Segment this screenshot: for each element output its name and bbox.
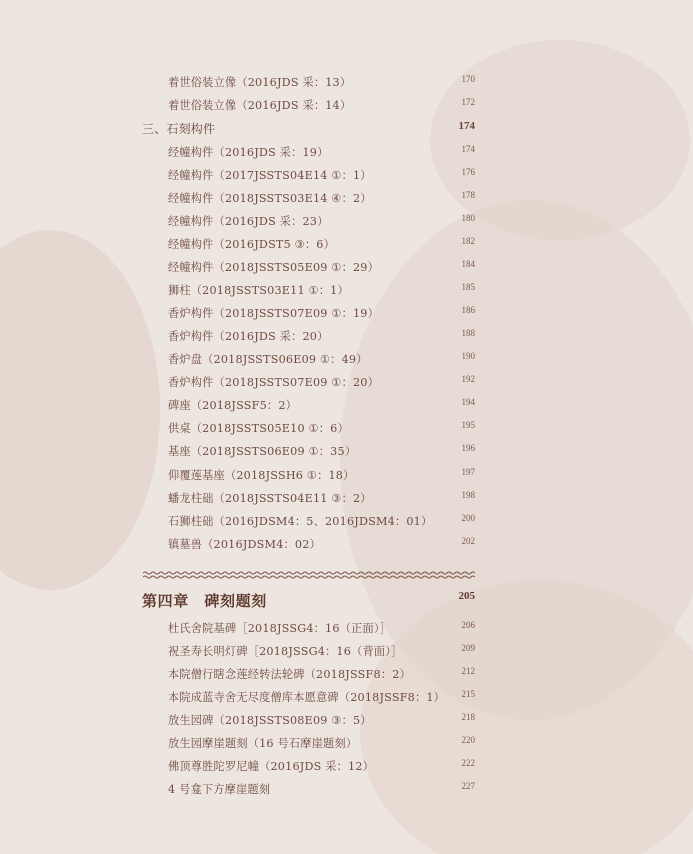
toc-entry-title: 碑座（2018JSSF5：2） [168, 399, 298, 412]
toc-entry-page: 185 [461, 282, 475, 292]
toc-entry-page: 220 [461, 735, 475, 745]
toc-entry-title: 杜氏舍院基碑［2018JSSG4：16（正面）］ [168, 622, 392, 635]
toc-entry[interactable] [0, 374, 693, 394]
toc-entry[interactable] [0, 259, 693, 279]
toc-entry-title: 佛顶尊胜陀罗尼幢（2016JDS 采：12） [168, 760, 375, 773]
toc-entry-page: 202 [461, 536, 475, 546]
toc-entry-page: 178 [461, 190, 475, 200]
toc-entry-title: 镇墓兽（2016JDSM4：02） [168, 538, 321, 551]
toc-entry-page: 194 [461, 397, 475, 407]
toc-entry-page: 222 [461, 758, 475, 768]
toc-entry-title: 祝圣寿长明灯碑［2018JSSG4：16（背面）］ [168, 645, 403, 658]
toc-entry-page: 170 [461, 74, 475, 84]
toc-entry-title: 放生园碑（2018JSSTS08E09 ③：5） [168, 714, 372, 727]
toc-entry-title: 着世俗装立像（2016JDS 采：13） [168, 76, 352, 89]
toc-entry-page: 192 [461, 374, 475, 384]
toc-entry[interactable] [0, 328, 693, 348]
toc-entry-title: 经幢构件（2016JDST5 ③：6） [168, 238, 335, 251]
toc-entry-title: 着世俗装立像（2016JDS 采：14） [168, 99, 352, 112]
toc-entry[interactable] [0, 74, 693, 94]
toc-entry[interactable] [0, 467, 693, 487]
toc-entry-page: 218 [461, 712, 475, 722]
toc-entry-page: 190 [461, 351, 475, 361]
toc-entry[interactable] [0, 536, 693, 556]
toc-entry-title: 本院僧行瞎念莲经转法轮碑（2018JSSF8：2） [168, 668, 411, 681]
toc-entry-title: 经幢构件（2016JDS 采：19） [168, 146, 329, 159]
toc-entry[interactable] [0, 735, 693, 755]
toc-entry-page: 196 [461, 443, 475, 453]
toc-entry[interactable] [0, 397, 693, 417]
toc-entry[interactable] [0, 305, 693, 325]
toc-entry[interactable] [0, 712, 693, 732]
toc-entry-page: 172 [461, 97, 475, 107]
toc-entry[interactable] [0, 420, 693, 440]
toc-entry-title: 石狮柱础（2016JDSM4：5、2016JDSM4：01） [168, 515, 433, 528]
toc-entry-title: 经幢构件（2017JSSTS04E14 ①：1） [168, 169, 372, 182]
toc-entry[interactable] [0, 97, 693, 117]
toc-entry-page: 186 [461, 305, 475, 315]
toc-entry-page: 212 [461, 666, 475, 676]
toc-entry-page: 227 [461, 781, 475, 791]
toc-entry-page: 188 [461, 328, 475, 338]
toc-chapter-title: 第四章 碑刻题刻 [142, 592, 267, 610]
toc-entry-title: 香炉构件（2018JSSTS07E09 ①：19） [168, 307, 379, 320]
toc-entry[interactable] [0, 490, 693, 510]
toc-entry-title: 供桌（2018JSSTS05E10 ①：6） [168, 422, 349, 435]
toc-entry-page: 180 [461, 213, 475, 223]
toc-entry[interactable] [0, 620, 693, 640]
toc-entry-title: 经幢构件（2018JSSTS03E14 ④：2） [168, 192, 372, 205]
toc-entry-page: 184 [461, 259, 475, 269]
toc-entry[interactable] [0, 758, 693, 778]
toc-entry-page: 197 [461, 467, 475, 477]
toc-entry[interactable] [0, 781, 693, 801]
toc-entry[interactable] [0, 666, 693, 686]
toc-entry-title: 狮柱（2018JSSTS03E11 ①：1） [168, 284, 349, 297]
toc-entry-page: 198 [461, 490, 475, 500]
toc-section-title: 三、石刻构件 [142, 122, 216, 136]
toc-chapter[interactable] [0, 590, 693, 610]
wavy-divider [143, 571, 475, 579]
toc-entry-title: 仰覆莲基座（2018JSSH6 ①：18） [168, 469, 355, 482]
toc-entry[interactable] [0, 689, 693, 709]
toc-entry-title: 经幢构件（2018JSSTS05E09 ①：29） [168, 261, 379, 274]
toc-entry-page: 174 [458, 120, 475, 132]
toc-entry-title: 香炉构件（2018JSSTS07E09 ①：20） [168, 376, 379, 389]
toc-entry-page: 195 [461, 420, 475, 430]
toc-entry-page: 174 [461, 144, 475, 154]
toc-entry[interactable] [0, 144, 693, 164]
toc-entry-page: 215 [461, 689, 475, 699]
toc-section[interactable] [0, 120, 693, 140]
toc-entry[interactable] [0, 213, 693, 233]
toc-entry[interactable] [0, 513, 693, 533]
toc-entry-page: 206 [461, 620, 475, 630]
toc-entry-page: 200 [461, 513, 475, 523]
toc-entry-title: 香炉构件（2016JDS 采：20） [168, 330, 329, 343]
toc-entry-title: 经幢构件（2016JDS 采：23） [168, 215, 329, 228]
toc-entry[interactable] [0, 282, 693, 302]
toc-entry[interactable] [0, 190, 693, 210]
toc-entry[interactable] [0, 167, 693, 187]
toc-entry[interactable] [0, 351, 693, 371]
toc-entry-title: 香炉盘（2018JSSTS06E09 ①：49） [168, 353, 368, 366]
toc-entry-title: 基座（2018JSSTS06E09 ①：35） [168, 445, 357, 458]
toc-entry-page: 182 [461, 236, 475, 246]
toc-entry-page: 176 [461, 167, 475, 177]
toc-entry-page: 209 [461, 643, 475, 653]
toc-entry[interactable] [0, 643, 693, 663]
toc-entry-title: 4 号龛下方摩崖题刻 [168, 783, 271, 796]
toc-entry-title: 本院成蓝寺舍无尽度僧库本愿意碑（2018JSSF8：1） [168, 691, 446, 704]
toc-entry[interactable] [0, 443, 693, 463]
toc-entry-title: 蟠龙柱础（2018JSSTS04E11 ③：2） [168, 492, 372, 505]
toc-entry[interactable] [0, 236, 693, 256]
toc-entry-title: 放生园摩崖题刻（16 号石摩崖题刻） [168, 737, 358, 750]
toc-entry-page: 205 [458, 590, 475, 602]
